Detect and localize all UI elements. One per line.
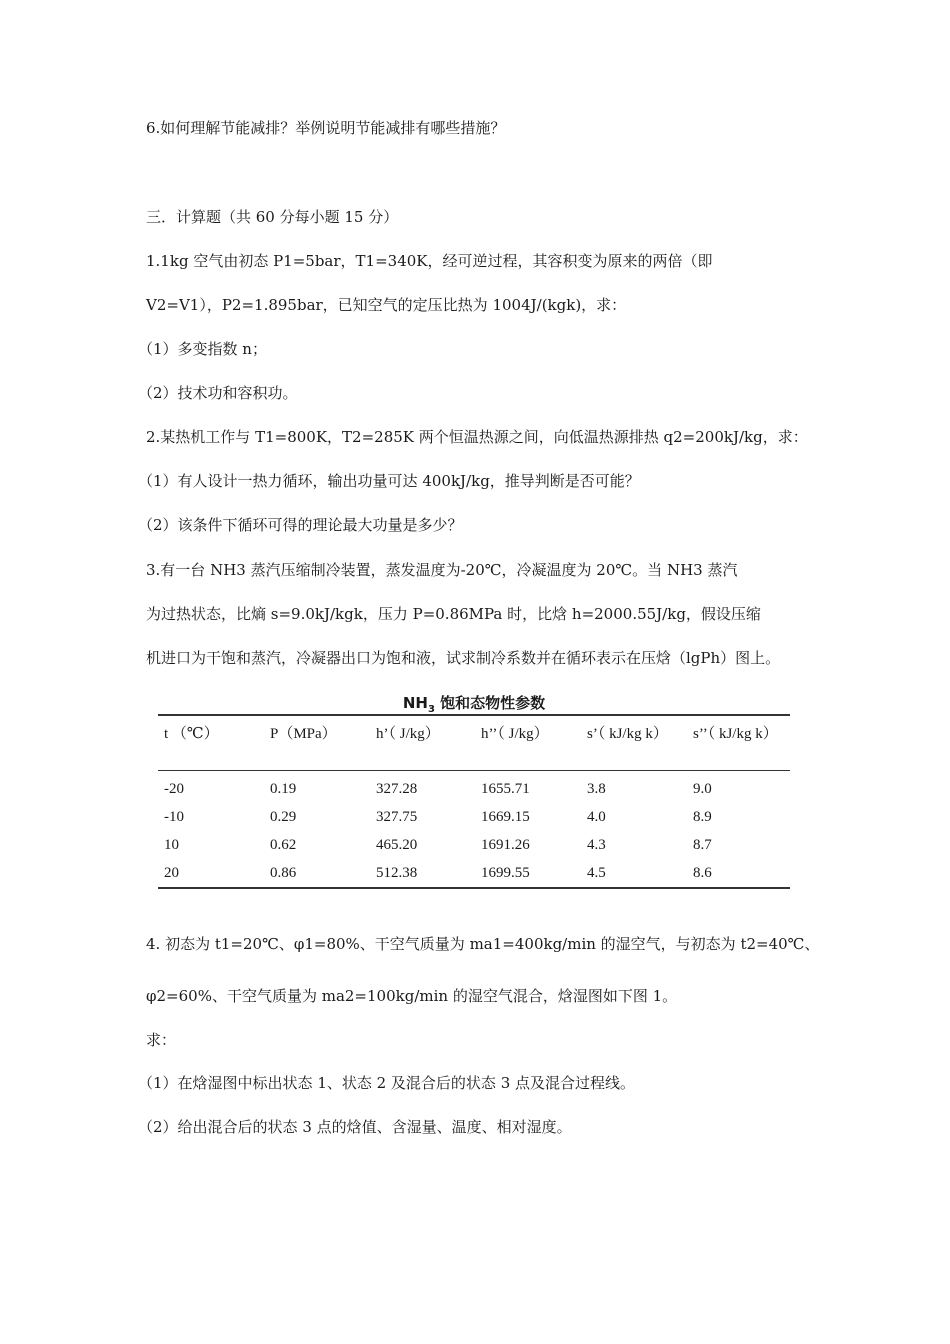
table-cell: 10 [164, 836, 179, 853]
problem-4-line-2: φ2=60%、干空气质量为 ma2=100kg/min 的湿空气混合，焓湿图如下图 1。 [146, 987, 678, 1005]
table-cell: -20 [164, 780, 184, 797]
problem-1-line-2: V2=V1），P2=1.895bar，已知空气的定压比热为 1004J/(kgk)，求： [146, 296, 627, 314]
table-title [158, 692, 790, 715]
table-cell: 8.7 [693, 836, 712, 853]
problem-2-sub-2: （2）该条件下循环可得的理论最大功量是多少？ [138, 516, 463, 534]
problem-4-requirement: 求： [146, 1031, 177, 1049]
header-h-double-prime: h’’（ J/kg） [481, 726, 549, 742]
table-cell: 327.75 [376, 808, 418, 825]
table-row [158, 771, 790, 804]
table-header-row [158, 715, 790, 771]
nh3-property-table [158, 714, 790, 889]
header-s-double-prime: s’’（ kJ/kg k） [693, 726, 778, 742]
table-cell: 1669.15 [481, 808, 530, 825]
question-6: 6.如何理解节能减排？举例说明节能减排有哪些措施？ [146, 119, 506, 137]
table-cell: 1691.26 [481, 836, 530, 853]
table-cell: 465.20 [376, 836, 418, 853]
problem-4-sub-2: （2）给出混合后的状态 3 点的焓值、含湿量、温度、相对湿度。 [138, 1118, 572, 1136]
problem-3-line-1: 3.有一台 NH3 蒸汽压缩制冷装置，蒸发温度为-20℃，冷凝温度为 20℃。当 NH3 蒸汽 [146, 561, 738, 579]
table-cell: 327.28 [376, 780, 418, 797]
table-cell: 4.3 [587, 836, 606, 853]
problem-4-line-1: 4. 初态为 t1=20℃、φ1=80%、干空气质量为 ma1=400kg/min 的湿空气，与初态为 t2=40℃、 [146, 935, 820, 953]
table-row [158, 831, 790, 859]
problem-1-line-1: 1.1kg 空气由初态 P1=5bar，T1=340K，经可逆过程，其容积变为原来的两倍（即 [146, 252, 713, 270]
table-cell: 0.29 [270, 808, 297, 825]
header-p: P（MPa） [270, 726, 337, 742]
table-cell: -10 [164, 808, 184, 825]
header-h-prime: h’（ J/kg） [376, 726, 440, 742]
header-t: t （℃） [164, 726, 219, 742]
header-s-prime: s’（ kJ/kg k） [587, 726, 668, 742]
section-3-title: 三．计算题（共 60 分每小题 15 分） [146, 208, 399, 226]
table-cell: 1655.71 [481, 780, 530, 797]
problem-2-line-1: 2.某热机工作与 T1=800K，T2=285K 两个恒温热源之间，向低温热源排热 q2=200kJ/kg，求： [146, 428, 808, 446]
problem-2-sub-1: （1）有人设计一热力循环，输出功量可达 400kJ/kg，推导判断是否可能？ [138, 472, 640, 490]
table-row [158, 859, 790, 888]
table-title-main: NH [402, 694, 428, 712]
table-cell: 3.8 [587, 780, 606, 797]
table-cell: 0.62 [270, 836, 297, 853]
table-cell: 8.9 [693, 808, 712, 825]
table-cell: 512.38 [376, 864, 418, 881]
problem-4-sub-1: （1）在焓湿图中标出状态 1、状态 2 及混合后的状态 3 点及混合过程线。 [138, 1074, 636, 1092]
table-cell: 9.0 [693, 780, 712, 797]
problem-3-line-3: 机进口为干饱和蒸汽，冷凝器出口为饱和液，试求制冷系数并在循环表示在压焓（lgPh）图上。 [146, 649, 781, 667]
table-title-sub: 3 [427, 704, 435, 715]
table-cell: 1699.55 [481, 864, 530, 881]
problem-1-sub-1: （1）多变指数 n； [138, 340, 267, 358]
problem-3-line-2: 为过热状态，比熵 s=9.0kJ/kgk，压力 P=0.86MPa 时，比焓 h=2000.55J/kg，假设压缩 [146, 605, 761, 623]
table-title-rest: 饱和态物性参数 [434, 694, 546, 712]
table-cell: 0.19 [270, 780, 297, 797]
table-row [158, 803, 790, 831]
table-cell: 4.0 [587, 808, 606, 825]
table-cell: 8.6 [693, 864, 712, 881]
table-cell: 20 [164, 864, 179, 881]
table-cell: 0.86 [270, 864, 297, 881]
table-cell: 4.5 [587, 864, 606, 881]
problem-1-sub-2: （2）技术功和容积功。 [138, 384, 298, 402]
